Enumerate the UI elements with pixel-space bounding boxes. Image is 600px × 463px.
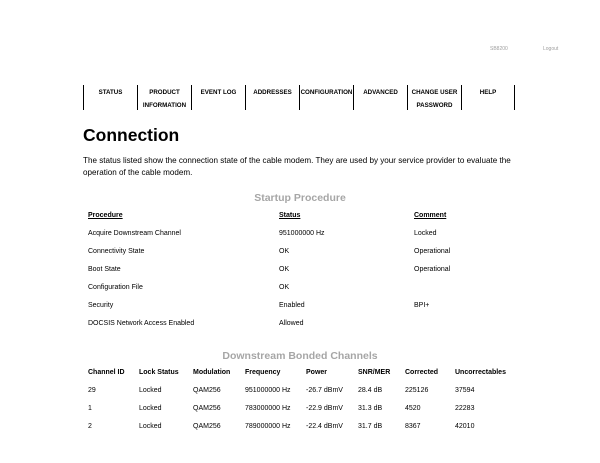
startup-cell: Enabled	[279, 302, 305, 309]
startup-cell: Allowed	[279, 320, 304, 327]
nav-help[interactable]	[461, 85, 515, 110]
downstream-cell: 225126	[405, 387, 429, 394]
downstream-cell: 31.7 dB	[358, 423, 383, 430]
nav-change-user-password[interactable]	[407, 85, 461, 110]
startup-cell: 951000000 Hz	[279, 230, 325, 237]
downstream-cell: 951000000 Hz	[245, 387, 291, 394]
downstream-header: SNR/MER	[358, 369, 391, 376]
downstream-cell: QAM256	[193, 423, 221, 430]
page-title: Connection	[83, 125, 180, 145]
nav-product-information[interactable]	[137, 85, 191, 110]
startup-cell: Boot State	[88, 266, 121, 273]
downstream-cell: 29	[88, 387, 96, 394]
startup-header: Procedure	[88, 212, 123, 219]
downstream-header: Channel ID	[88, 369, 125, 376]
startup-cell: Acquire Downstream Channel	[88, 230, 181, 237]
startup-cell: Configuration File	[88, 284, 143, 291]
downstream-cell: Locked	[139, 387, 162, 394]
downstream-cell: 783000000 Hz	[245, 405, 291, 412]
downstream-cell: 31.3 dB	[358, 405, 383, 412]
downstream-cell: 4520	[405, 405, 421, 412]
startup-cell: Locked	[414, 230, 437, 237]
startup-header: Comment	[414, 212, 447, 219]
downstream-cell: 22283	[455, 405, 475, 412]
startup-cell: Operational	[414, 266, 451, 273]
downstream-cell: 2	[88, 423, 92, 430]
startup-cell: OK	[279, 248, 290, 255]
nav-item-label: EVENT LOG	[200, 89, 237, 96]
downstream-cell: QAM256	[193, 405, 221, 412]
startup-cell: DOCSIS Network Access Enabled	[88, 320, 195, 327]
page-description: The status listed show the connection state of the cable modem. They are used by your service provider to evaluate the operation of the cable modem.	[83, 156, 511, 177]
main-nav	[83, 85, 515, 110]
nav-configuration[interactable]	[299, 85, 353, 110]
logout-link[interactable]: Logout	[543, 46, 559, 52]
downstream-cell: Locked	[139, 405, 162, 412]
startup-header: Status	[279, 212, 301, 219]
downstream-header: Lock Status	[139, 369, 179, 376]
startup-cell: OK	[279, 284, 290, 291]
startup-cell: Operational	[414, 248, 451, 255]
downstream-cell: 37594	[455, 387, 475, 394]
downstream-cell: 42010	[455, 423, 475, 430]
downstream-cell: QAM256	[193, 387, 221, 394]
model-label: SB8200	[490, 46, 508, 52]
downstream-cell: -26.7 dBmV	[306, 387, 343, 394]
nav-item-label: PASSWORD	[416, 102, 453, 109]
nav-item-label: STATUS	[98, 89, 123, 96]
downstream-cell: Locked	[139, 423, 162, 430]
startup-cell: BPI+	[414, 302, 430, 309]
nav-addresses[interactable]	[245, 85, 299, 110]
nav-advanced[interactable]	[353, 85, 407, 110]
downstream-header: Power	[306, 369, 328, 376]
downstream-header: Uncorrectables	[455, 369, 506, 376]
nav-item-label: HELP	[479, 89, 497, 96]
downstream-cell: 8367	[405, 423, 421, 430]
nav-status[interactable]	[83, 85, 137, 110]
nav-item-label: ADVANCED	[363, 89, 398, 96]
downstream-cell: 789000000 Hz	[245, 423, 291, 430]
startup-procedure-title: Startup Procedure	[254, 192, 346, 204]
downstream-channels-title: Downstream Bonded Channels	[222, 350, 378, 362]
startup-cell: OK	[279, 266, 290, 273]
nav-item-label: ADDRESSES	[253, 89, 292, 96]
downstream-cell: 1	[88, 405, 92, 412]
nav-item-label: INFORMATION	[142, 102, 187, 109]
nav-item-label: CHANGE USER	[411, 89, 458, 96]
nav-item-label: PRODUCT	[149, 89, 180, 96]
downstream-header: Corrected	[405, 369, 439, 376]
downstream-header: Frequency	[245, 369, 281, 376]
startup-cell: Connectivity State	[88, 248, 145, 255]
nav-event-log[interactable]	[191, 85, 245, 110]
downstream-header: Modulation	[193, 369, 231, 376]
downstream-cell: -22.9 dBmV	[306, 405, 343, 412]
startup-cell: Security	[88, 302, 114, 309]
nav-item-label: CONFIGURATION	[300, 89, 353, 96]
downstream-cell: 28.4 dB	[358, 387, 383, 394]
downstream-cell: -22.4 dBmV	[306, 423, 343, 430]
